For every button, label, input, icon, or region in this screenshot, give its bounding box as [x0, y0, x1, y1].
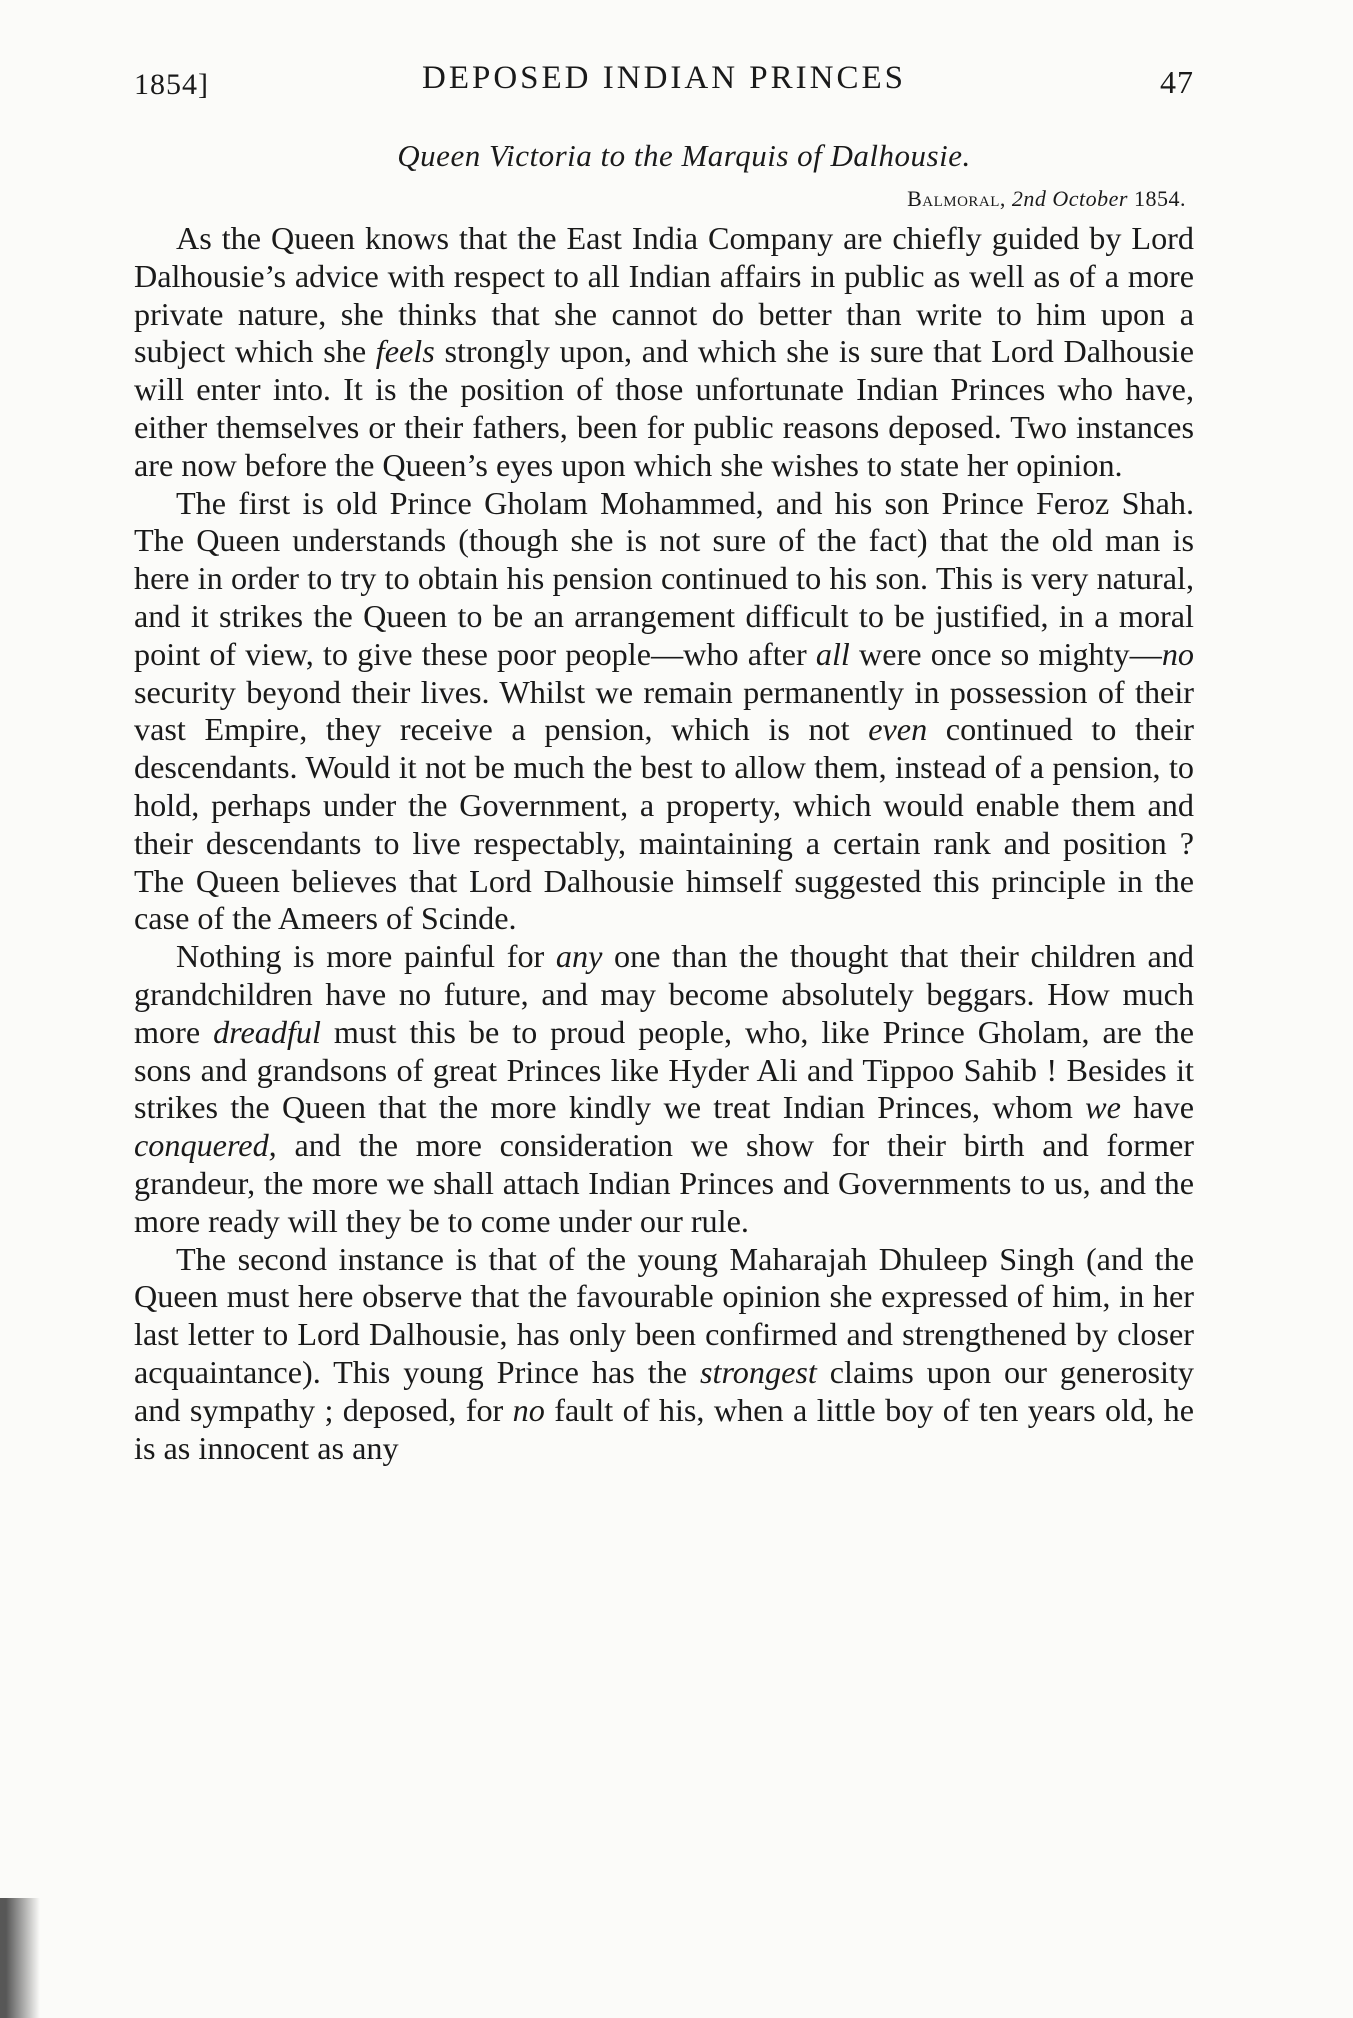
italic-text: no: [1161, 635, 1194, 672]
dateline-place: Balmoral,: [907, 186, 1006, 211]
book-page: [134, 60, 1194, 1467]
dateline-date: 2nd October: [1011, 186, 1128, 211]
running-head-title: DEPOSED INDIAN PRINCES: [421, 60, 907, 96]
letter-dateline: [134, 186, 1186, 212]
italic-text: even: [868, 711, 928, 748]
italic-text: all: [815, 635, 850, 672]
paragraph: [134, 1241, 1194, 1468]
page-number: 47: [1160, 64, 1194, 100]
italic-text: we: [1085, 1089, 1121, 1126]
italic-text: strongest: [699, 1353, 817, 1390]
paragraph-text: and the more consideration we show for their birth and former grandeur, the more we shall attach Indian Princes and Governments to us, and the more ready will they be to come under our rule.: [134, 1127, 1194, 1239]
paragraph-text: The second instance is that of the young Maharajah Dhuleep Singh (and the Queen must here observe that the favourable opinion she expressed of him, in her last letter to Lord Dalhousie, has only been confirmed and strengthened by closer acquaintance). This young Prince has the: [134, 1240, 1194, 1390]
paragraph-text: strongly upon, and which she is sure that Lord Dalhousie will enter into. It is the position of those unfortunate Indian Princes who have, either themselves or their fathers, been for public reasons deposed. Two instances are now before the Queen’s eyes upon which she wishes to state her opinion.: [134, 333, 1195, 483]
paragraph: [134, 485, 1194, 939]
paragraph-text: The first is old Prince Gholam Mohammed, and his son Prince Feroz Shah. The Queen understands (though she is not sure of the fact) that the old man is here in order to try to obtain his pension continued to his son. This is very natural, and it strikes the Queen to be an arrangement difficult to be justified, in a moral point of view, to give these poor people—who after: [134, 484, 1194, 672]
paragraph-text: one than the thought that their children and grandchildren have no future, and may become absolutely beggars. How much more: [134, 938, 1195, 1050]
paragraph-text: must this be to proud people, who, like Prince Gholam, are the sons and grandsons of great Princes like Hyder Ali and Tippoo Sahib ! Besides it strikes the Queen that the more kindly we treat Indian Princes, whom: [134, 1013, 1194, 1126]
page-edge-shadow: [0, 1898, 70, 2018]
running-head-year: 1854]: [134, 68, 209, 101]
paragraph-text: were once so mighty—: [849, 635, 1162, 672]
paragraph-text: Nothing is more painful for: [176, 938, 556, 975]
paragraph-text: As the Queen knows that the East India Company are chiefly guided by Lord Dalhousie’s advice with respect to all Indian affairs in public as well as of a more private nature, she thinks that she cannot do better than write to him upon a subject which she: [134, 220, 1194, 370]
letter-heading: Queen Victoria to the Marquis of Dalhousie.: [397, 138, 971, 173]
italic-text: feels: [375, 333, 435, 370]
italic-text: any: [555, 938, 603, 975]
paragraph: [134, 220, 1194, 485]
letter-body: [134, 220, 1194, 1467]
italic-text: conquered,: [134, 1127, 277, 1164]
running-head: [134, 60, 1194, 110]
dateline-year: 1854.: [1134, 186, 1186, 211]
paragraph-text: fault of his, when a little boy of ten years old, he is as innocent as any: [134, 1391, 1195, 1466]
paragraph-text: security beyond their lives. Whilst we remain permanently in possession of their vast Empire, they receive a pension, which is not: [134, 673, 1194, 748]
paragraph-text: claims upon our generosity and sympathy ; deposed, for: [134, 1353, 1194, 1428]
italic-text: dreadful: [213, 1013, 321, 1050]
italic-text: no: [512, 1391, 545, 1428]
paragraph-text: continued to their descendants. Would it not be much the best to allow them, instead of a pension, to hold, perhaps under the Government, a property, which would enable them and their descendants to live respectably, maintaining a certain rank and position ? The Queen believes that Lord Dalhousie himself suggested this principle in the case of the Ameers of Scinde.: [134, 711, 1194, 937]
paragraph: [134, 938, 1194, 1240]
paragraph-text: have: [1120, 1089, 1194, 1126]
